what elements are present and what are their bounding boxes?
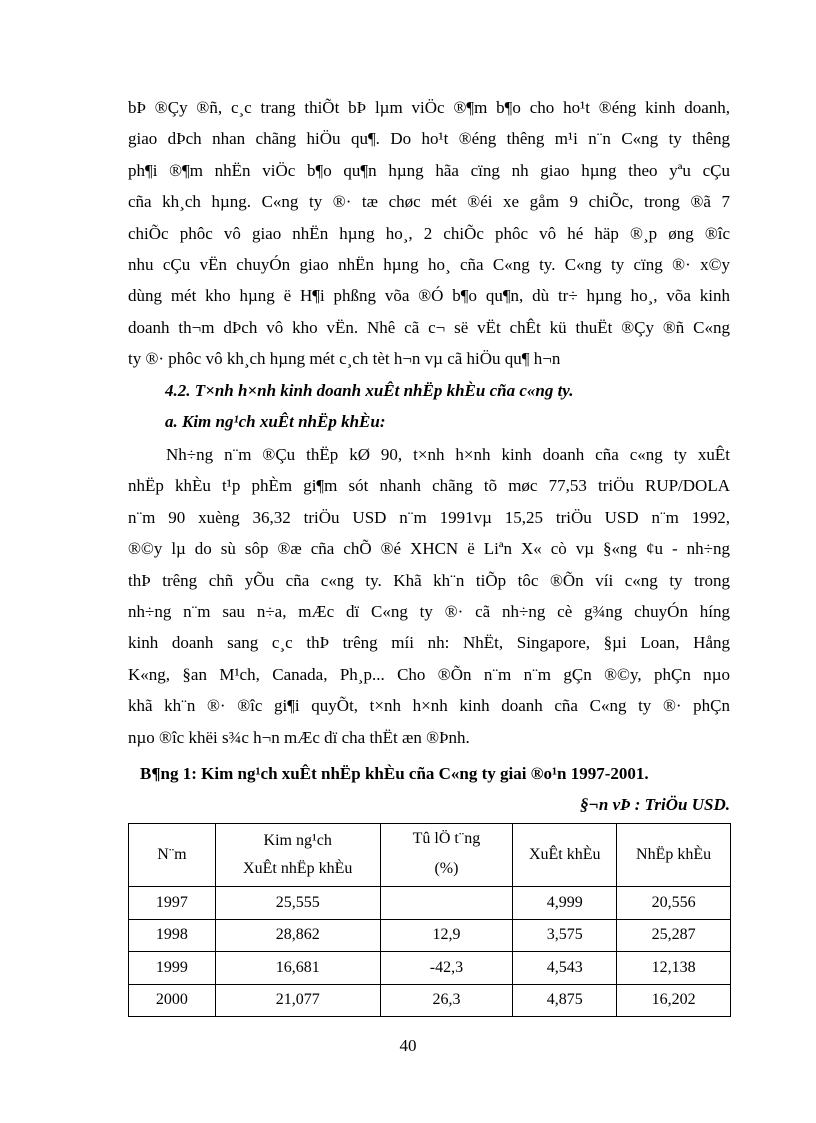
text-line: thÞ trêng chñ yÕu cña c«ng ty. Khã kh¨n tiÕp tôc ®Õn víi c«ng ty trong: [128, 570, 730, 590]
header-growth: [380, 824, 513, 887]
cell-import: 25,287: [617, 919, 731, 952]
text-line: K«ng, §an M¹ch, Canada, Ph¸p... Cho ®Õn n¨m n¨m gÇn ®©y, phÇn nµo: [128, 664, 730, 684]
header-growth-line1: Tû lÖ t¨ng: [412, 830, 481, 847]
table-header-row: [129, 824, 731, 887]
turnover-table: [128, 823, 731, 1017]
text-line: nµo ®îc khëi s¾c h¬n mÆc dï cha thËt æn ®Þnh.: [128, 727, 470, 747]
cell-import: 16,202: [617, 984, 731, 1017]
text-line: Nh÷ng n¨m ®Çu thËp kØ 90, t×nh h×nh kinh doanh cña c«ng ty xuÊt: [166, 445, 730, 464]
cell-import: 12,138: [617, 952, 731, 985]
text-line: chiÕc phôc vô giao nhËn hµng ho¸, 2 chiÕc phôc vô hé häp ®¸p øng ®îc: [128, 223, 730, 243]
text-line: kinh doanh sang c¸c thÞ trêng míi nh: NhËt, Singapore, §µi Loan, Hång: [128, 633, 730, 653]
header-turnover: [215, 824, 380, 887]
text-line: giao dÞch nhan chãng hiÖu qu¶. Do ho¹t ®éng thêng m¹i n¨n C«ng ty thêng: [128, 129, 730, 149]
cell-growth: 12,9: [380, 919, 513, 952]
text-line: nh÷ng n¨m sau n÷a, mÆc dï C«ng ty ®· cã nh÷ng cè g¾ng chuyÓn híng: [128, 602, 730, 622]
cell-year: 1998: [129, 919, 216, 952]
paragraph-equipment: [128, 92, 730, 375]
subsection-heading-a: a. Kim ng¹ch xuÊt nhËp khÈu:: [165, 412, 386, 431]
table-caption: B¶ng 1: Kim ng¹ch xuÊt nhËp khÈu cña C«ng ty giai ®o¹n 1997-2001.: [140, 764, 649, 783]
header-turnover-line2: XuÊt nhËp khÈu: [243, 860, 353, 877]
cell-year: 2000: [129, 984, 216, 1017]
header-export: XuÊt khÈu: [513, 824, 617, 887]
header-import: NhËp khÈu: [617, 824, 731, 887]
text-line: n¨m 90 xuèng 36,32 triÖu USD n¨m 1991vµ 15,25 triÖu USD n¨m 1992,: [128, 507, 730, 527]
text-line: dùng mét kho hµng ë H¶i phßng võa ®Ó b¶o qu¶n, dù tr÷ hµng ho¸, võa kinh: [128, 286, 730, 306]
cell-turnover: 16,681: [215, 952, 380, 985]
cell-turnover: 21,077: [215, 984, 380, 1017]
section-heading-4-2: 4.2. T×nh h×nh kinh doanh xuÊt nhËp khÈu cña c«ng ty.: [165, 381, 574, 400]
text-line: bÞ ®Çy ®ñ, c¸c trang thiÕt bÞ lµm viÖc ®¶m b¶o cho ho¹t ®éng kinh doanh,: [128, 98, 730, 117]
cell-export: 4,875: [513, 984, 617, 1017]
cell-export: 4,543: [513, 952, 617, 985]
cell-export: 3,575: [513, 919, 617, 952]
table-row: [129, 887, 731, 920]
cell-import: 20,556: [617, 887, 731, 920]
cell-growth: [380, 887, 513, 920]
page-number: 40: [399, 1036, 417, 1055]
cell-export: 4,999: [513, 887, 617, 920]
cell-turnover: 28,862: [215, 919, 380, 952]
header-growth-line2: (%): [434, 860, 459, 877]
text-line: nhËp khÈu t¹p phÈm gi¶m sót nhanh chãng tõ møc 77,53 triÖu RUP/DOLA: [128, 476, 730, 496]
cell-year: 1997: [129, 887, 216, 920]
cell-year: 1999: [129, 952, 216, 985]
table-unit: §¬n vÞ : TriÖu USD.: [580, 795, 730, 814]
text-line: nhu cÇu vËn chuyÓn giao nhËn hµng ho¸ cña C«ng ty. C«ng ty cïng ®· x©y: [128, 255, 730, 275]
header-year: N¨m: [129, 824, 216, 887]
text-line: cña kh¸ch hµng. C«ng ty ®· tæ chøc mét ®éi xe gåm 9 chiÕc, trong ®ã 7: [128, 192, 730, 212]
text-line: ph¶i ®¶m nhËn viÖc b¶o qu¶n hµng hãa cïng nh giao hµng theo yªu cÇu: [128, 160, 730, 180]
text-line: khã kh¨n ®· ®îc gi¶i quyÕt, t×nh h×nh kinh doanh cña C«ng ty ®· phÇn: [128, 696, 730, 716]
paragraph-business-situation: [128, 439, 730, 753]
header-turnover-line1: Kim ng¹ch: [263, 832, 332, 849]
table-row: [129, 984, 731, 1017]
text-line: ty ®· phôc vô kh¸ch hµng mét c¸ch tèt h¬n vµ cã hiÖu qu¶ h¬n: [128, 349, 561, 369]
cell-growth: 26,3: [380, 984, 513, 1017]
cell-growth: -42,3: [380, 952, 513, 985]
table-row: [129, 919, 731, 952]
text-line: ®©y lµ do sù sôp ®æ cña chÕ ®é XHCN ë Liªn X« cò vµ §«ng ¢u - nh÷ng: [128, 539, 730, 559]
table-row: [129, 952, 731, 985]
text-line: doanh th¬m dÞch vô kho vËn. Nhê cã c¬ së vËt chÊt kü thuËt ®Çy ®ñ C«ng: [128, 317, 730, 337]
cell-turnover: 25,555: [215, 887, 380, 920]
